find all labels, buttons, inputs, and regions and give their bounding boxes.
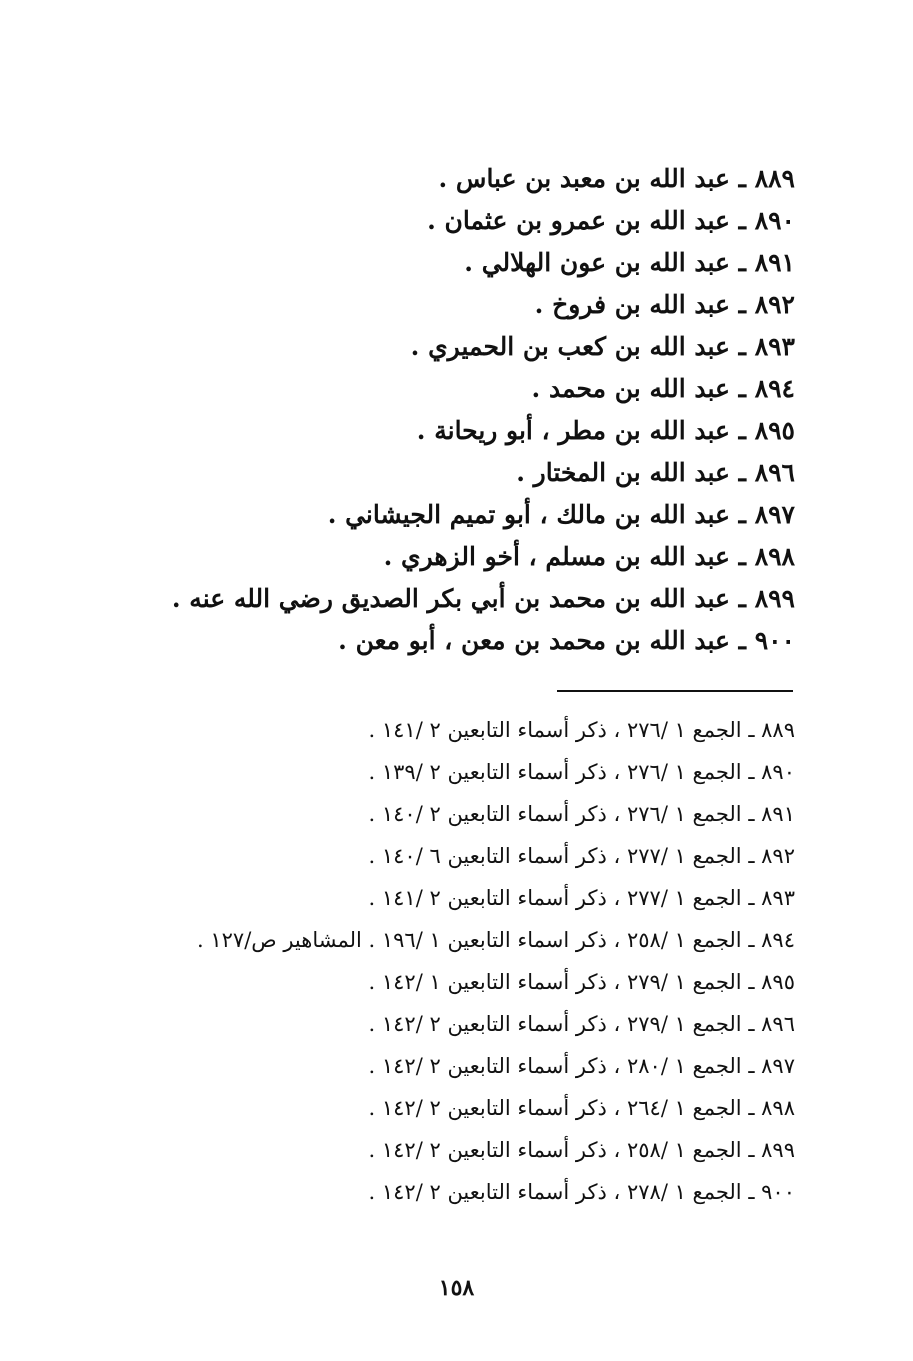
footnote-899: ٨٩٩ ـ الجمع ١ /٢٥٨ ، ذكر أسماء التابعين ٢ /١٤٢ . [368,1138,795,1162]
entry-893: ٨٩٣ ـ عبد الله بن كعب بن الحميري . [410,332,795,361]
entry-892: ٨٩٢ ـ عبد الله بن فروخ . [534,290,795,319]
footnote-893: ٨٩٣ ـ الجمع ١ /٢٧٧ ، ذكر أسماء التابعين ٢ /١٤١ . [368,886,795,910]
entry-891: ٨٩١ ـ عبد الله بن عون الهلالي . [464,248,795,277]
page-number: ١٥٨ [438,1275,475,1301]
footnote-896: ٨٩٦ ـ الجمع ١ /٢٧٩ ، ذكر أسماء التابعين ٢ /١٤٢ . [368,1012,795,1036]
entry-895: ٨٩٥ ـ عبد الله بن مطر ، أبو ريحانة . [416,416,795,445]
footnote-891: ٨٩١ ـ الجمع ١ /٢٧٦ ، ذكر أسماء التابعين ٢ /١٤٠ . [368,802,795,826]
entry-894: ٨٩٤ ـ عبد الله بن محمد . [531,374,795,403]
footnote-889: ٨٨٩ ـ الجمع ١ /٢٧٦ ، ذكر أسماء التابعين ٢ /١٤١ . [368,718,795,742]
footnote-900: ٩٠٠ ـ الجمع ١ /٢٧٨ ، ذكر أسماء التابعين ٢ /١٤٢ . [368,1180,795,1204]
entry-890: ٨٩٠ ـ عبد الله بن عمرو بن عثمان . [427,206,795,235]
entry-889: ٨٨٩ ـ عبد الله بن معبد بن عباس . [438,164,795,193]
entry-897: ٨٩٧ ـ عبد الله بن مالك ، أبو تميم الجيشاني . [327,500,795,529]
footnote-894: ٨٩٤ ـ الجمع ١ /٢٥٨ ، ذكر اسماء التابعين ١ /١٩٦ . المشاهير ص/١٢٧ . [197,928,795,952]
entry-899: ٨٩٩ ـ عبد الله بن محمد بن أبي بكر الصديق رضي الله عنه . [171,584,795,613]
footnote-897: ٨٩٧ ـ الجمع ١ /٢٨٠ ، ذكر أسماء التابعين ٢ /١٤٢ . [368,1054,795,1078]
footnote-divider [557,690,793,692]
entry-898: ٨٩٨ ـ عبد الله بن مسلم ، أخو الزهري . [383,542,795,571]
footnote-892: ٨٩٢ ـ الجمع ١ /٢٧٧ ، ذكر أسماء التابعين ٦ /١٤٠ . [368,844,795,868]
biography-entry-list [115,158,795,662]
entry-896: ٨٩٦ ـ عبد الله بن المختار . [516,458,795,487]
entry-900: ٩٠٠ ـ عبد الله بن محمد بن معن ، أبو معن . [338,626,795,655]
footnote-list [95,709,795,1213]
footnote-895: ٨٩٥ ـ الجمع ١ /٢٧٩ ، ذكر أسماء التابعين ١ /١٤٢ . [368,970,795,994]
footnote-898: ٨٩٨ ـ الجمع ١ /٢٦٤ ، ذكر أسماء التابعين ٢ /١٤٢ . [368,1096,795,1120]
footnote-890: ٨٩٠ ـ الجمع ١ /٢٧٦ ، ذكر أسماء التابعين ٢ /١٣٩ . [368,760,795,784]
